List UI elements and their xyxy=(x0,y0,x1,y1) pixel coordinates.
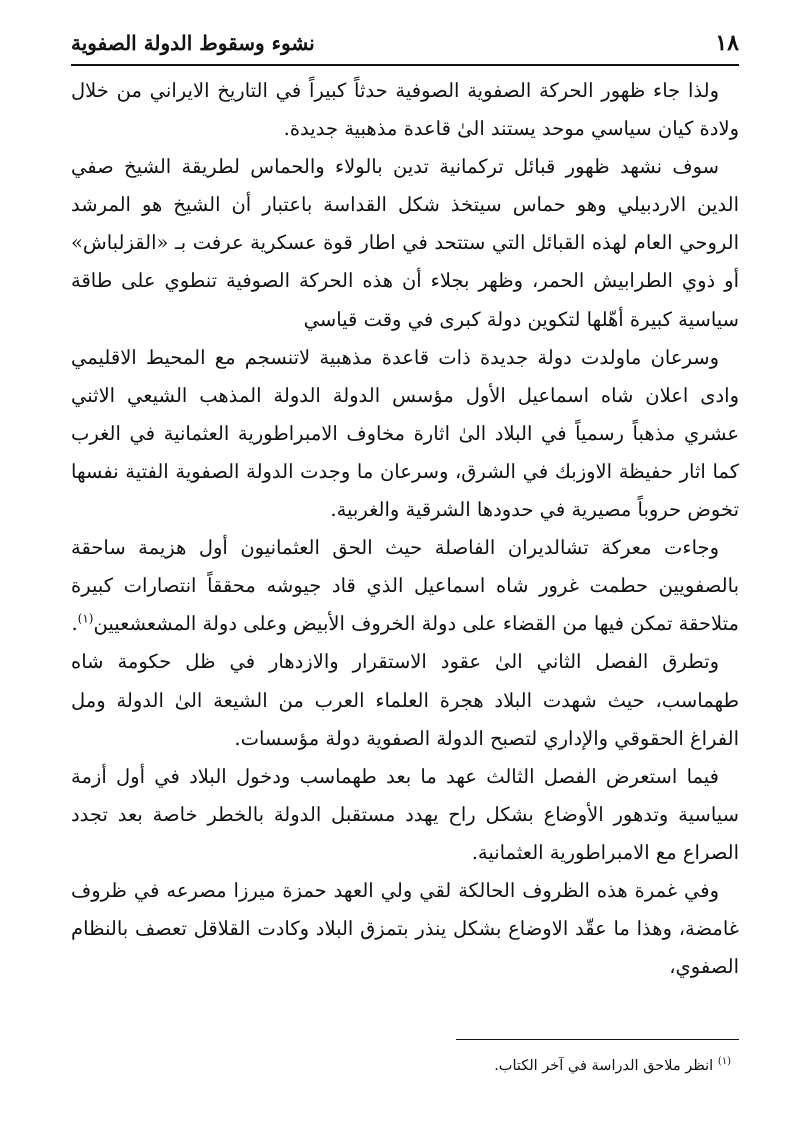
footnote-marker: (١) xyxy=(717,1056,731,1067)
paragraph-4 xyxy=(71,529,739,643)
paragraph-4-text: وجاءت معركة تشالديران الفاصلة حيث الحق العثمانيون أول هزيمة ساحقة بالصفويين حطمت غرور شاه اسماعيل الذي قاد جيوشه محققاً انتصارات كبيرة متلاحقة تمكن فيها من القضاء على دولة الخروف الأبيض وعلى دولة المشعشعيين xyxy=(71,536,739,636)
paragraph-4-end: . xyxy=(71,612,78,636)
footnote-text: انظر ملاحق الدراسة في آخر الكتاب. xyxy=(494,1057,714,1074)
paragraph-5: وتطرق الفصل الثاني الىٰ عقود الاستقرار والازدهار في ظل حكومة شاه طهماسب، حيث شهدت البلاد هجرة العلماء العرب من الشيعة الىٰ الدولة ومل الفراغ الحقوقي والإداري لتصبح الدولة الصفوية دولة مؤسسات. xyxy=(71,650,739,750)
body-text xyxy=(71,72,739,986)
paragraph-7: وفي غمرة هذه الظروف الحالكة لقي ولي العهد حمزة ميرزا مصرعه في ظروف غامضة، وهذا ما عقّد الاوضاع بشكل ينذر بتمزق البلاد وكادت القلاقل تعصف بالنظام الصفوي، xyxy=(71,878,739,979)
page-number: ١٨ xyxy=(715,30,739,56)
footnote-reference[interactable]: (١) xyxy=(77,611,94,626)
paragraph-2: سوف نشهد ظهور قبائل تركمانية تدين بالولاء والحماس لطريقة الشيخ صفي الدين الاردبيلي وهو حماس سيتخذ شكل القداسة باعتبار أن الشيخ هو المرشد الروحي العام لهذه القبائل التي ستتحد في اطار قوة عسكرية عرفت بـ «القزلباش» أو ذوي الطرابيش الحمر، وظهر بجلاء أن هذه الحركة الصوفية تنطوي على طاقة سياسية كبيرة أهّلها لتكوين دولة كبرى في وقت قياسي xyxy=(71,155,739,331)
paragraph-3: وسرعان ماولدت دولة جديدة ذات قاعدة مذهبية لاتنسجم مع المحيط الاقليمي وادى اعلان شاه اسماعيل الأول مؤسس الدولة الدولة المذهب الشيعي الاثني عشري مذهباً رسمياً في البلاد الىٰ اثارة مخاوف الامبراطورية العثمانية في الغرب كما اثار حفيظة الاوزبك في الشرق، وسرعان ما وجدت الدولة الصفوية الفتية نفسها تخوض حروباً مصيرية في حدودها الشرقية والغربية. xyxy=(71,345,739,522)
footnote-rule xyxy=(456,1039,739,1040)
header-rule xyxy=(71,64,739,66)
paragraph-6: فيما استعرض الفصل الثالث عهد ما بعد طهماسب ودخول البلاد في أول أزمة سياسية وتدهور الأوضاع بشكل راح يهدد مستقبل الدولة بالخطر خاصة بعد تجدد الصراع مع الامبراطورية العثمانية. xyxy=(71,764,739,864)
footnote xyxy=(71,1050,739,1078)
paragraph-1: ولذا جاء ظهور الحركة الصفوية الصوفية حدثاً كبيراً في التاريخ الايراني من خلال ولادة كيان سياسي موحد يستند الىٰ قاعدة مذهبية جديدة. xyxy=(71,79,739,141)
running-title: نشوء وسقوط الدولة الصفوية xyxy=(71,31,315,55)
page-header xyxy=(71,26,739,60)
